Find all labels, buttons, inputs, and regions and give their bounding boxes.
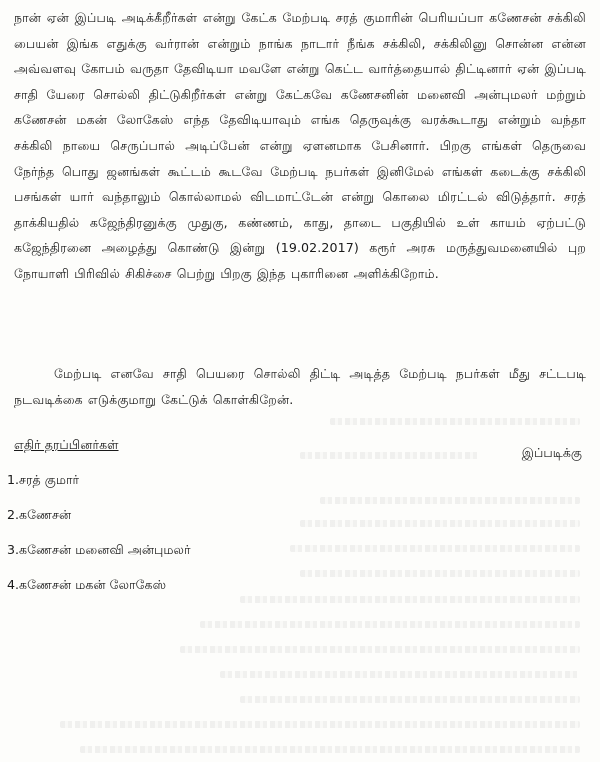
closing-signoff: இப்படிக்கு	[521, 445, 582, 460]
list-item: 4.கணேசன் மகன் லோகேஸ்	[7, 577, 167, 592]
complaint-paragraph-1: நான் ஏன் இப்படி அடிக்கீறீர்கள் என்று கேட்க மேற்படி சரத் குமாரின் பெரியப்பா கணேசன் சக்கிலி பையன் இங்க எதுக்கு வர்ரான் என்றும் நாங்க நாடார் நீங்க சக்கிலி, சக்கிலினு சொன்ன என்ன அவ்வளவு கோபம் வருதா தேவிடியா மவளே என்று கெட்ட வார்த்தையால் திட்டினார் ஏன் இப்படி சாதி யேரை சொல்லி திட்டுகிறீர்கள் என்று கேட்கவே கணேசனின் மனைவி அன்புமலர் மற்றும் கணேசன் மகன் லோகேஸ் எந்த தேவிடியாவும் எங்க தெருவுக்கு வரக்கூடாது என்றும் வந்தா சக்கிலி நாயை செருப்பால் அடிப்பேன் என்று ஏளனமாக பேசினார். பிறகு எங்கள் தெருவை நேர்ந்த பொது ஜனங்கள் கூட்டம் கூடவே மேற்படி நபர்கள் இனிமேல் எங்கள் கடைக்கு சக்கிலி பசங்கள் யார் வந்தாலும் கொல்லாமல் விடமாட்டேன் என்று கொலை மிரட்டல் விடுத்தார். சரத் தாக்கியதில் கஜேந்திரனுக்கு முதுகு, கண்ணம், காது, தாடை பகுதியில் உள் காயம் ஏற்பட்டு கஜேந்திரனை அழைத்து கொண்டு இன்று (19.02.2017) கரூர் அரசு மருத்துவமனையில் புற நோயாளி பிரிவில் சிகிச்சை பெற்று பிறகு இந்த புகாரினை அளிக்கிறோம்.	[14, 10, 586, 281]
respondents-list	[7, 471, 191, 611]
list-item: 3.கணேசன் மனைவி அன்புமலர்	[7, 542, 191, 557]
list-item: 1.சரத் குமார்	[7, 472, 80, 487]
respondents-heading: எதிர் தரப்பினர்கள்	[14, 437, 119, 452]
complaint-paragraph-2: மேற்படி எனவே சாதி பெயரை சொல்லி திட்டி அடித்த மேற்படி நபர்கள் மீது சட்டபடி நடவடிக்கை எடுக்குமாறு கேட்டுக் கொள்கிறேன்.	[14, 366, 586, 407]
list-item: 2.கணேசன்	[7, 507, 72, 522]
